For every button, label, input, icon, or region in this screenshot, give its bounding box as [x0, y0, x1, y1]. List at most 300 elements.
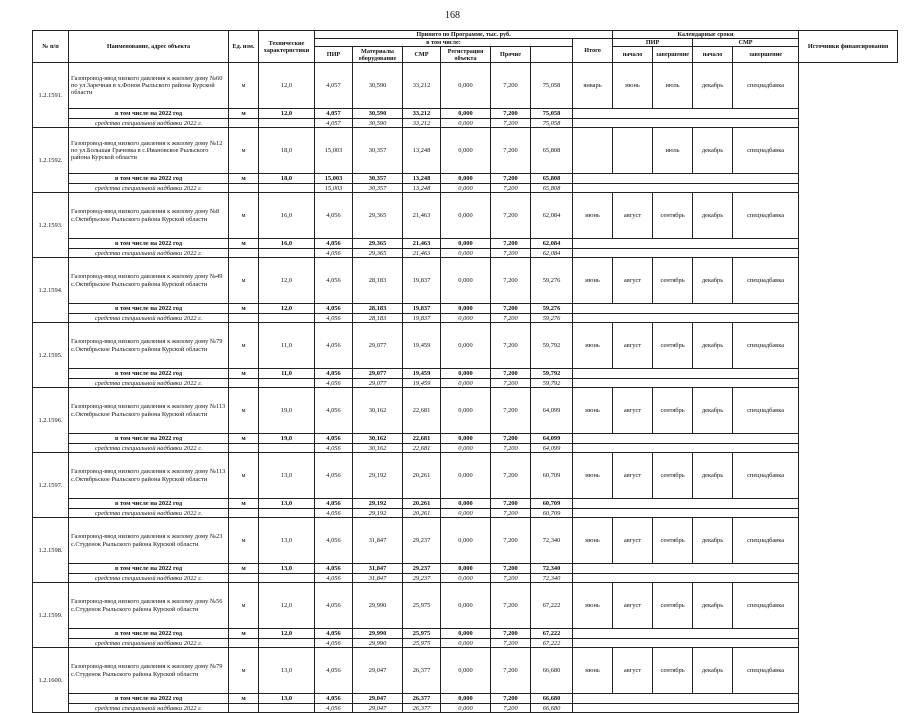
subtotal-unit: м	[229, 564, 259, 574]
ss-cell: сентябрь	[653, 518, 693, 564]
ss-cell: сентябрь	[653, 258, 693, 304]
special-funds-label: средства специальной надбавки 2022 г.	[69, 509, 229, 518]
col-num-header: № п/п	[33, 31, 69, 63]
other-cell: 7,200	[491, 63, 531, 109]
subtotal-empty	[573, 239, 799, 249]
col-smr-end-header: завершение	[733, 47, 799, 63]
mat-cell: 30,357	[353, 128, 403, 174]
se-cell: декабрь	[693, 323, 733, 369]
col-materials-header: Материалы оборудование	[353, 47, 403, 63]
other-cell: 7,200	[491, 518, 531, 564]
row-number: 1.2.1595.	[33, 323, 69, 388]
ps-cell: январь	[573, 63, 613, 109]
other-cell: 7,200	[491, 258, 531, 304]
subtotal-label: в том числе на 2022 год	[69, 434, 229, 444]
subtotal-other: 7,200	[491, 694, 531, 704]
special-funds-row	[33, 184, 898, 193]
subtotal-smr: 20,261	[403, 499, 441, 509]
col-total-header: Итого	[573, 39, 613, 63]
tech-cell: 12,0	[259, 583, 315, 629]
object-name: Газопровод-ввод низкого давления к жилому дому №8 с.Октябрьское Рыльского района Курской области	[69, 193, 229, 239]
subtotal-reg: 0,000	[441, 239, 491, 249]
special-funds-total: 64,099	[531, 444, 573, 453]
mat-cell: 29,047	[353, 648, 403, 694]
pe-cell: август	[613, 648, 653, 694]
src-cell: спецнадбавка	[733, 648, 799, 694]
unit-cell: м	[229, 323, 259, 369]
subtotal-smr: 21,463	[403, 239, 441, 249]
tech-cell: 11,0	[259, 323, 315, 369]
special-funds-reg: 0,000	[441, 704, 491, 713]
special-funds-empty	[573, 704, 799, 713]
object-name: Газопровод-ввод низкого давления к жилому дому №60 по ул.Заречная в х.Фонов Рыльского района Курской области	[69, 63, 229, 109]
special-funds-label: средства специальной надбавки 2022 г.	[69, 119, 229, 128]
special-funds-empty	[573, 509, 799, 518]
col-name-header: Наименование, адрес объекта	[69, 31, 229, 63]
other-cell: 7,200	[491, 388, 531, 434]
subtotal-pir: 15,003	[315, 174, 353, 184]
ps-cell: июнь	[573, 258, 613, 304]
subtotal-tech: 18,0	[259, 174, 315, 184]
special-funds-tech	[259, 444, 315, 453]
col-pir-end-header: завершение	[653, 47, 693, 63]
table-row	[33, 583, 898, 629]
table-row	[33, 388, 898, 434]
special-funds-row	[33, 704, 898, 713]
subtotal-label: в том числе на 2022 год	[69, 694, 229, 704]
table-row	[33, 648, 898, 694]
subtotal-smr: 29,237	[403, 564, 441, 574]
subtotal-tech: 19,0	[259, 434, 315, 444]
subtotal-unit: м	[229, 109, 259, 119]
pe-cell: август	[613, 518, 653, 564]
subtotal-other: 7,200	[491, 369, 531, 379]
row-number: 1.2.1599.	[33, 583, 69, 648]
mat-cell: 29,990	[353, 583, 403, 629]
smr-cell: 26,377	[403, 648, 441, 694]
year-subtotal-row	[33, 434, 898, 444]
unit-cell: м	[229, 63, 259, 109]
special-funds-pir: 15,003	[315, 184, 353, 193]
subtotal-tech: 12,0	[259, 304, 315, 314]
pir-cell: 4,056	[315, 388, 353, 434]
total-cell: 67,222	[531, 583, 573, 629]
special-funds-unit	[229, 379, 259, 388]
subtotal-mat: 29,192	[353, 499, 403, 509]
subtotal-pir: 4,056	[315, 694, 353, 704]
ps-cell: июнь	[573, 583, 613, 629]
subtotal-other: 7,200	[491, 304, 531, 314]
object-name: Газопровод-ввод низкого давления к жилому дому №113 с.Октябрьское Рыльского района Курской области	[69, 388, 229, 434]
src-cell: спецнадбавка	[733, 583, 799, 629]
subtotal-reg: 0,000	[441, 629, 491, 639]
reg-cell: 0,000	[441, 258, 491, 304]
subtotal-smr: 22,681	[403, 434, 441, 444]
special-funds-reg: 0,000	[441, 184, 491, 193]
special-funds-total: 62,084	[531, 249, 573, 258]
subtotal-unit: м	[229, 174, 259, 184]
subtotal-total: 75,058	[531, 109, 573, 119]
year-subtotal-row	[33, 499, 898, 509]
reg-cell: 0,000	[441, 648, 491, 694]
table-row	[33, 128, 898, 174]
subtotal-unit: м	[229, 434, 259, 444]
special-funds-pir: 4,056	[315, 314, 353, 323]
se-cell: декабрь	[693, 128, 733, 174]
pe-cell: август	[613, 193, 653, 239]
subtotal-reg: 0,000	[441, 369, 491, 379]
se-cell: декабрь	[693, 518, 733, 564]
special-funds-smr: 21,463	[403, 249, 441, 258]
table-body	[33, 63, 898, 713]
total-cell: 65,808	[531, 128, 573, 174]
special-funds-smr: 22,681	[403, 444, 441, 453]
special-funds-tech	[259, 574, 315, 583]
col-source-header: Источники финансирования	[799, 31, 898, 63]
total-cell: 72,340	[531, 518, 573, 564]
program-table	[32, 30, 898, 713]
special-funds-mat: 31,847	[353, 574, 403, 583]
special-funds-total: 60,709	[531, 509, 573, 518]
subtotal-tech: 13,0	[259, 499, 315, 509]
pir-cell: 4,056	[315, 193, 353, 239]
special-funds-reg: 0,000	[441, 444, 491, 453]
reg-cell: 0,000	[441, 63, 491, 109]
ss-cell: июль	[653, 128, 693, 174]
se-cell: декабрь	[693, 193, 733, 239]
subtotal-smr: 19,459	[403, 369, 441, 379]
subtotal-tech: 11,0	[259, 369, 315, 379]
special-funds-row	[33, 119, 898, 128]
row-number: 1.2.1600.	[33, 648, 69, 713]
special-funds-label: средства специальной надбавки 2022 г.	[69, 379, 229, 388]
reg-cell: 0,000	[441, 583, 491, 629]
special-funds-reg: 0,000	[441, 119, 491, 128]
subtotal-mat: 29,077	[353, 369, 403, 379]
special-funds-pir: 4,057	[315, 119, 353, 128]
pir-cell: 15,003	[315, 128, 353, 174]
se-cell: декабрь	[693, 258, 733, 304]
subtotal-unit: м	[229, 369, 259, 379]
unit-cell: м	[229, 128, 259, 174]
subtotal-unit: м	[229, 499, 259, 509]
subtotal-empty	[573, 369, 799, 379]
special-funds-other: 7,200	[491, 639, 531, 648]
special-funds-tech	[259, 249, 315, 258]
subtotal-reg: 0,000	[441, 109, 491, 119]
row-number: 1.2.1593.	[33, 193, 69, 258]
object-name: Газопровод-ввод низкого давления к жилому дому №49 с.Октябрьское Рыльского района Курской области	[69, 258, 229, 304]
subtotal-total: 67,222	[531, 629, 573, 639]
reg-cell: 0,000	[441, 193, 491, 239]
smr-cell: 29,237	[403, 518, 441, 564]
subtotal-pir: 4,056	[315, 304, 353, 314]
smr-cell: 25,975	[403, 583, 441, 629]
subtotal-unit: м	[229, 694, 259, 704]
ps-cell: июнь	[573, 453, 613, 499]
subtotal-label: в том числе на 2022 год	[69, 304, 229, 314]
pe-cell: август	[613, 323, 653, 369]
pir-cell: 4,056	[315, 453, 353, 499]
special-funds-smr: 20,261	[403, 509, 441, 518]
subtotal-pir: 4,056	[315, 564, 353, 574]
subtotal-tech: 13,0	[259, 564, 315, 574]
se-cell: декабрь	[693, 453, 733, 499]
subtotal-label: в том числе на 2022 год	[69, 174, 229, 184]
subtotal-empty	[573, 499, 799, 509]
year-subtotal-row	[33, 369, 898, 379]
reg-cell: 0,000	[441, 323, 491, 369]
mat-cell: 29,365	[353, 193, 403, 239]
unit-cell: м	[229, 258, 259, 304]
tech-cell: 19,0	[259, 388, 315, 434]
special-funds-label: средства специальной надбавки 2022 г.	[69, 574, 229, 583]
special-funds-label: средства специальной надбавки 2022 г.	[69, 314, 229, 323]
pe-cell: август	[613, 583, 653, 629]
subtotal-pir: 4,057	[315, 109, 353, 119]
special-funds-mat: 29,047	[353, 704, 403, 713]
special-funds-tech	[259, 639, 315, 648]
subtotal-empty	[573, 629, 799, 639]
ss-cell: сентябрь	[653, 583, 693, 629]
subtotal-total: 60,709	[531, 499, 573, 509]
special-funds-unit	[229, 639, 259, 648]
special-funds-smr: 26,377	[403, 704, 441, 713]
unit-cell: м	[229, 193, 259, 239]
special-funds-row	[33, 314, 898, 323]
pe-cell: июнь	[613, 63, 653, 109]
cal-smr-header: СМР	[693, 39, 799, 47]
smr-cell: 22,681	[403, 388, 441, 434]
special-funds-other: 7,200	[491, 509, 531, 518]
other-cell: 7,200	[491, 648, 531, 694]
other-cell: 7,200	[491, 453, 531, 499]
subtotal-total: 64,099	[531, 434, 573, 444]
src-cell: спецнадбавка	[733, 258, 799, 304]
subtotal-reg: 0,000	[441, 694, 491, 704]
special-funds-unit	[229, 444, 259, 453]
pir-cell: 4,056	[315, 648, 353, 694]
subtotal-tech: 12,0	[259, 109, 315, 119]
year-subtotal-row	[33, 109, 898, 119]
special-funds-unit	[229, 509, 259, 518]
special-funds-tech	[259, 704, 315, 713]
special-funds-other: 7,200	[491, 249, 531, 258]
subtotal-tech: 12,0	[259, 629, 315, 639]
special-funds-tech	[259, 184, 315, 193]
special-funds-unit	[229, 184, 259, 193]
ss-cell: июль	[653, 63, 693, 109]
including-header: в том числе:	[315, 39, 573, 47]
subtotal-total: 65,808	[531, 174, 573, 184]
other-cell: 7,200	[491, 323, 531, 369]
special-funds-label: средства специальной надбавки 2022 г.	[69, 444, 229, 453]
total-cell: 66,680	[531, 648, 573, 694]
special-funds-reg: 0,000	[441, 639, 491, 648]
special-funds-mat: 29,077	[353, 379, 403, 388]
subtotal-smr: 19,837	[403, 304, 441, 314]
special-funds-empty	[573, 184, 799, 193]
reg-cell: 0,000	[441, 453, 491, 499]
reg-cell: 0,000	[441, 128, 491, 174]
col-pir-start-header: начало	[613, 47, 653, 63]
subtotal-other: 7,200	[491, 499, 531, 509]
subtotal-unit: м	[229, 304, 259, 314]
col-unit-header: Ед. изм.	[229, 31, 259, 63]
special-funds-pir: 4,056	[315, 509, 353, 518]
mat-cell: 29,192	[353, 453, 403, 499]
special-funds-reg: 0,000	[441, 509, 491, 518]
subtotal-total: 59,792	[531, 369, 573, 379]
subtotal-total: 72,340	[531, 564, 573, 574]
subtotal-pir: 4,056	[315, 499, 353, 509]
special-funds-unit	[229, 119, 259, 128]
special-funds-row	[33, 249, 898, 258]
special-funds-row	[33, 639, 898, 648]
tech-cell: 16,0	[259, 193, 315, 239]
tech-cell: 13,0	[259, 518, 315, 564]
subtotal-reg: 0,000	[441, 304, 491, 314]
pe-cell: август	[613, 258, 653, 304]
cal-pir-header: ПИР	[613, 39, 693, 47]
subtotal-other: 7,200	[491, 109, 531, 119]
total-cell: 59,792	[531, 323, 573, 369]
smr-cell: 19,459	[403, 323, 441, 369]
object-name: Газопровод-ввод низкого давления к жилому дому №23 с.Студенок Рыльского района Курской области	[69, 518, 229, 564]
table-row	[33, 453, 898, 499]
mat-cell: 29,077	[353, 323, 403, 369]
ss-cell: сентябрь	[653, 453, 693, 499]
subtotal-empty	[573, 174, 799, 184]
unit-cell: м	[229, 388, 259, 434]
special-funds-label: средства специальной надбавки 2022 г.	[69, 249, 229, 258]
subtotal-unit: м	[229, 629, 259, 639]
total-cell: 62,084	[531, 193, 573, 239]
subtotal-mat: 30,162	[353, 434, 403, 444]
subtotal-label: в том числе на 2022 год	[69, 109, 229, 119]
ps-cell: июнь	[573, 323, 613, 369]
special-funds-total: 72,340	[531, 574, 573, 583]
accepted-header: Принято по Программе, тыс. руб.	[315, 31, 613, 39]
mat-cell: 30,590	[353, 63, 403, 109]
subtotal-tech: 16,0	[259, 239, 315, 249]
pir-cell: 4,057	[315, 63, 353, 109]
subtotal-other: 7,200	[491, 434, 531, 444]
src-cell: спецнадбавка	[733, 128, 799, 174]
se-cell: декабрь	[693, 388, 733, 434]
total-cell: 59,276	[531, 258, 573, 304]
subtotal-pir: 4,056	[315, 239, 353, 249]
mat-cell: 31,847	[353, 518, 403, 564]
special-funds-mat: 29,990	[353, 639, 403, 648]
special-funds-unit	[229, 249, 259, 258]
subtotal-label: в том числе на 2022 год	[69, 629, 229, 639]
subtotal-mat: 30,357	[353, 174, 403, 184]
special-funds-tech	[259, 379, 315, 388]
se-cell: декабрь	[693, 63, 733, 109]
object-name: Газопровод-ввод низкого давления к жилому дому №79 с.Октябрьское Рыльского района Курской области	[69, 323, 229, 369]
subtotal-label: в том числе на 2022 год	[69, 369, 229, 379]
special-funds-mat: 28,183	[353, 314, 403, 323]
year-subtotal-row	[33, 694, 898, 704]
subtotal-mat: 29,365	[353, 239, 403, 249]
row-number: 1.2.1596.	[33, 388, 69, 453]
special-funds-row	[33, 379, 898, 388]
object-name: Газопровод-ввод низкого давления к жилому дому №113 с.Октябрьское Рыльского района Курской области	[69, 453, 229, 499]
subtotal-label: в том числе на 2022 год	[69, 499, 229, 509]
row-number: 1.2.1594.	[33, 258, 69, 323]
mat-cell: 30,162	[353, 388, 403, 434]
special-funds-other: 7,200	[491, 119, 531, 128]
year-subtotal-row	[33, 629, 898, 639]
pir-cell: 4,056	[315, 583, 353, 629]
special-funds-tech	[259, 509, 315, 518]
special-funds-tech	[259, 119, 315, 128]
col-tech-header: Технические характеристики	[259, 31, 315, 63]
special-funds-total: 67,222	[531, 639, 573, 648]
smr-cell: 20,261	[403, 453, 441, 499]
special-funds-row	[33, 509, 898, 518]
other-cell: 7,200	[491, 193, 531, 239]
special-funds-other: 7,200	[491, 704, 531, 713]
special-funds-smr: 33,212	[403, 119, 441, 128]
col-other-header: Прочие	[491, 47, 531, 63]
special-funds-total: 66,680	[531, 704, 573, 713]
tech-cell: 12,0	[259, 63, 315, 109]
ps-cell: июнь	[573, 193, 613, 239]
special-funds-pir: 4,056	[315, 574, 353, 583]
subtotal-empty	[573, 109, 799, 119]
se-cell: декабрь	[693, 648, 733, 694]
mat-cell: 28,183	[353, 258, 403, 304]
pe-cell: август	[613, 453, 653, 499]
tech-cell: 18,0	[259, 128, 315, 174]
special-funds-empty	[573, 574, 799, 583]
special-funds-empty	[573, 314, 799, 323]
special-funds-other: 7,200	[491, 444, 531, 453]
special-funds-tech	[259, 314, 315, 323]
subtotal-reg: 0,000	[441, 499, 491, 509]
pe-cell	[613, 128, 653, 174]
special-funds-empty	[573, 379, 799, 388]
smr-cell: 21,463	[403, 193, 441, 239]
special-funds-total: 59,792	[531, 379, 573, 388]
reg-cell: 0,000	[441, 518, 491, 564]
pir-cell: 4,056	[315, 518, 353, 564]
subtotal-mat: 29,047	[353, 694, 403, 704]
other-cell: 7,200	[491, 583, 531, 629]
row-number: 1.2.1597.	[33, 453, 69, 518]
special-funds-pir: 4,056	[315, 379, 353, 388]
special-funds-total: 65,808	[531, 184, 573, 193]
pir-cell: 4,056	[315, 323, 353, 369]
ss-cell: сентябрь	[653, 388, 693, 434]
special-funds-pir: 4,056	[315, 249, 353, 258]
tech-cell: 13,0	[259, 453, 315, 499]
special-funds-label: средства специальной надбавки 2022 г.	[69, 639, 229, 648]
subtotal-pir: 4,056	[315, 434, 353, 444]
special-funds-smr: 25,975	[403, 639, 441, 648]
subtotal-mat: 30,590	[353, 109, 403, 119]
special-funds-unit	[229, 574, 259, 583]
unit-cell: м	[229, 518, 259, 564]
special-funds-reg: 0,000	[441, 379, 491, 388]
col-smr-start-header: начало	[693, 47, 733, 63]
special-funds-smr: 19,837	[403, 314, 441, 323]
special-funds-unit	[229, 314, 259, 323]
src-cell: спецнадбавка	[733, 63, 799, 109]
special-funds-other: 7,200	[491, 184, 531, 193]
